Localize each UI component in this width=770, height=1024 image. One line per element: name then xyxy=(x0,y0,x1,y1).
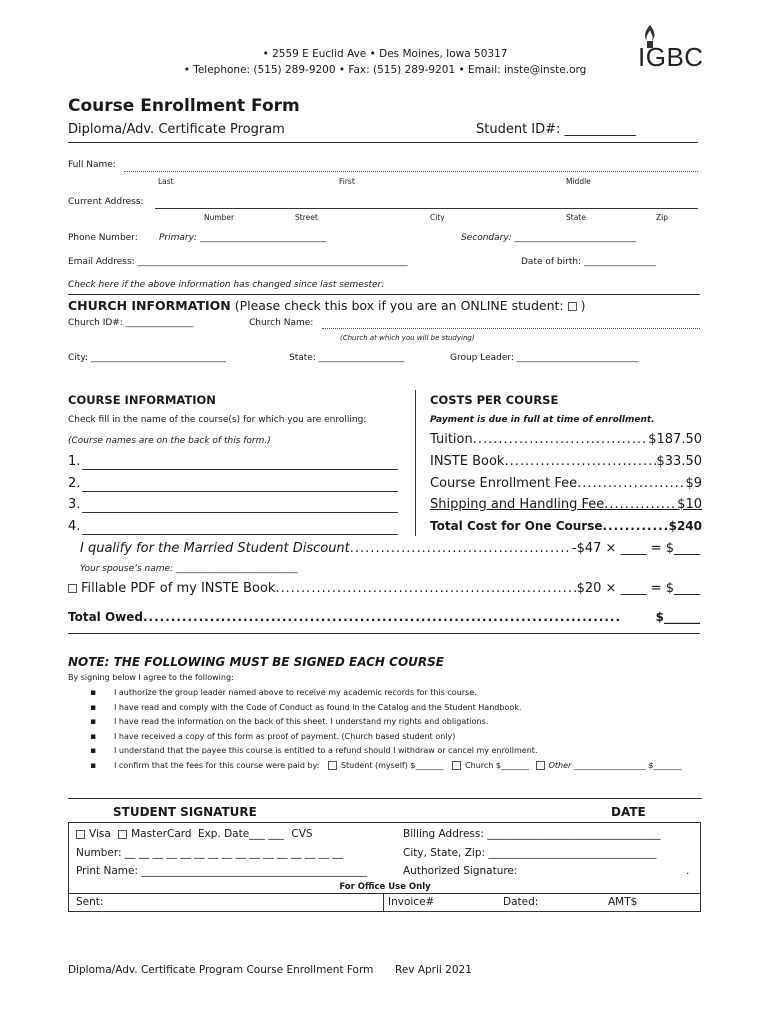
office-rule xyxy=(68,893,701,894)
email-field[interactable]: Email Address: ____________________________________________________________ xyxy=(68,257,408,267)
address-label: Current Address: xyxy=(68,197,144,207)
total-owed-row[interactable]: Total Owed ..... $______ xyxy=(68,610,700,624)
pdf-book-row[interactable]: Fillable PDF of my INSTE Book ..... $20 × ____ = $____ xyxy=(68,581,700,596)
agreement-item: ▪ I have read the information on the back of this sheet. I understand my rights and obligations. xyxy=(90,715,681,730)
office-invoice: Invoice# xyxy=(388,896,435,908)
church-state-field[interactable]: State: ___________________ xyxy=(289,353,405,363)
title-rule xyxy=(68,142,698,143)
church-heading-rest: (Please check this box if you are an ONLINE student: xyxy=(234,298,564,313)
logo xyxy=(638,24,718,72)
full-name-field[interactable] xyxy=(124,171,698,172)
org-address: • 2559 E Euclid Ave • Des Moines, Iowa 50317 xyxy=(262,48,508,60)
visa-checkbox[interactable] xyxy=(76,830,85,839)
authorized-signature-field[interactable]: Authorized Signature: xyxy=(403,865,518,877)
course-number: 2. xyxy=(68,476,81,491)
married-discount-row[interactable]: I qualify for the Married Student Discount ..... -$47 × ____ = $____ xyxy=(80,541,700,556)
course-field-1[interactable] xyxy=(68,454,398,472)
phone-secondary-field[interactable]: Secondary: ___________________________ xyxy=(461,233,637,243)
office-use-heading: For Office Use Only xyxy=(339,882,431,892)
course-info-heading: COURSE INFORMATION xyxy=(68,393,216,407)
church-note: (Church at which you will be studying) xyxy=(340,334,475,342)
church-id-field[interactable]: Church ID#: _______________ xyxy=(68,318,194,328)
church-heading-bold: CHURCH INFORMATION xyxy=(68,298,231,313)
church-city-field[interactable]: City: ______________________________ xyxy=(68,353,226,363)
card-type-row: Visa MasterCard Exp. Date___ ___ CVS xyxy=(76,828,313,840)
church-heading-end: ) xyxy=(580,298,586,313)
cost-tuition: Tuition ..... $187.50 xyxy=(430,432,702,447)
pdf-book-checkbox[interactable] xyxy=(68,584,77,593)
church-name-label: Church Name: xyxy=(249,318,314,328)
cost-total: Total Cost for One Course ..... $240 xyxy=(430,519,702,533)
spouse-name-field[interactable]: Your spouse’s name: ___________________________ xyxy=(80,564,298,574)
section-rule xyxy=(68,294,700,295)
mastercard-checkbox[interactable] xyxy=(118,830,127,839)
column-divider xyxy=(415,390,416,536)
card-number-field[interactable]: Number: __ __ __ __ __ __ __ __ __ __ __ __ __ __ __ __ xyxy=(76,847,343,859)
student-signature-label: STUDENT SIGNATURE xyxy=(113,805,257,819)
course-instruction: Check fill in the name of the course(s) for which you are enrolling: xyxy=(68,415,367,425)
online-student-checkbox[interactable] xyxy=(568,302,577,311)
cost-enrollment-fee: Course Enrollment Fee ..... $9 xyxy=(430,476,702,491)
name-part-last: Last xyxy=(158,177,174,186)
office-sent: Sent: xyxy=(76,896,104,908)
costs-heading: COSTS PER COURSE xyxy=(430,393,559,407)
agreement-list xyxy=(90,686,681,774)
address-part-number: Number xyxy=(204,213,235,222)
full-name-label: Full Name: xyxy=(68,160,116,170)
church-name-field[interactable] xyxy=(322,328,700,329)
agreement-item: ▪ I authorize the group leader named above to receive my academic records for this course. xyxy=(90,686,681,701)
agreement-heading: NOTE: THE FOLLOWING MUST BE SIGNED EACH COURSE xyxy=(68,655,444,669)
agreement-item-payment: ▪ I confirm that the fees for this course were paid by: Student (myself) $_______ Church $_______ Other __________________ $_______ xyxy=(90,759,681,774)
print-name-field[interactable]: Print Name: ___________________________________________ xyxy=(76,865,368,877)
footer-form-name: Diploma/Adv. Certificate Program Course Enrollment Form xyxy=(68,964,374,976)
name-part-middle: Middle xyxy=(566,177,591,186)
paid-student-checkbox[interactable] xyxy=(328,761,337,770)
agreement-item: ▪ I have received a copy of this form as proof of payment. (Church based student only) xyxy=(90,730,681,745)
billing-address-field[interactable]: Billing Address: _________________________________ xyxy=(403,828,661,840)
phone-primary-field[interactable]: Primary: ____________________________ xyxy=(159,233,326,243)
student-id-field[interactable]: Student ID#: ___________ xyxy=(476,122,637,137)
logo-text: IGBC xyxy=(638,42,704,72)
signature-line[interactable] xyxy=(68,798,702,799)
cvs-field[interactable]: CVS xyxy=(291,828,313,840)
office-dated: Dated: xyxy=(503,896,539,908)
phone-label: Phone Number: xyxy=(68,233,138,243)
course-field-4[interactable] xyxy=(68,519,398,537)
church-heading xyxy=(68,298,586,313)
course-names-note: (Course names are on the back of this form.) xyxy=(68,436,271,446)
address-part-street: Street xyxy=(295,213,318,222)
page-title: Course Enrollment Form xyxy=(68,96,300,116)
paid-church-field[interactable]: Church $_______ xyxy=(465,760,530,770)
office-divider xyxy=(383,893,384,912)
paid-church-checkbox[interactable] xyxy=(452,761,461,770)
authorized-end: . xyxy=(686,865,690,877)
agreement-item: ▪ I understand that the payee this course is entitled to a refund should I withdraw or cancel my enrollment. xyxy=(90,744,681,759)
exp-date-field[interactable]: Exp. Date___ ___ xyxy=(197,828,285,840)
cost-shipping: Shipping and Handling Fee ..... $10 xyxy=(430,497,702,512)
course-number: 4. xyxy=(68,519,81,534)
dob-field[interactable]: Date of birth: ________________ xyxy=(521,257,656,267)
org-contact: • Telephone: (515) 289-9200 • Fax: (515) 289-9201 • Email: inste@inste.org xyxy=(183,64,587,76)
program-subtitle: Diploma/Adv. Certificate Program xyxy=(68,122,285,137)
group-leader-field[interactable]: Group Leader: ___________________________ xyxy=(450,353,639,363)
paid-student-field[interactable]: Student (myself) $_______ xyxy=(340,760,444,770)
name-part-first: First xyxy=(339,177,355,186)
course-field-2[interactable] xyxy=(68,476,398,494)
address-field[interactable] xyxy=(155,208,698,209)
address-part-city: City xyxy=(430,213,445,222)
city-state-zip-field[interactable]: City, State, Zip: ________________________________ xyxy=(403,847,657,859)
address-part-state: State xyxy=(566,213,586,222)
footer-revision: Rev April 2021 xyxy=(395,964,472,976)
course-field-3[interactable] xyxy=(68,497,398,515)
address-part-zip: Zip xyxy=(656,213,668,222)
signature-date-label: DATE xyxy=(611,805,646,819)
paid-other-field[interactable]: Other __________________ $_______ xyxy=(548,760,682,770)
info-changed-note: Check here if the above information has changed since last semester: xyxy=(68,280,385,290)
payment-note: Payment is due in full at time of enrollment. xyxy=(430,415,655,425)
course-number: 3. xyxy=(68,497,81,512)
office-amt: AMT$ xyxy=(608,896,638,908)
course-number: 1. xyxy=(68,454,81,469)
agreement-intro: By signing below I agree to the following: xyxy=(68,673,234,682)
total-rule xyxy=(68,633,700,634)
paid-other-checkbox[interactable] xyxy=(536,761,545,770)
agreement-item: ▪ I have read and comply with the Code of Conduct as found in the Catalog and the Student Handbook. xyxy=(90,701,681,716)
cost-book: INSTE Book ..... $33.50 xyxy=(430,454,702,469)
